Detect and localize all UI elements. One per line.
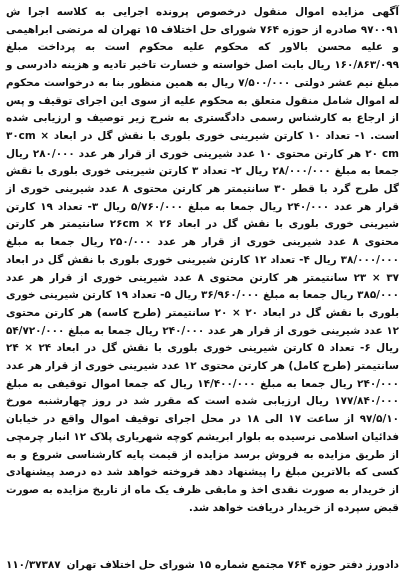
notice-body-text: آگهی مزایده اموال منقول درخصوص پرونده اجرایی به کلاسه اجرا ش ۹۷۰۰۹۱ صادره از حوزه ۷۶۴ شورای حل اختلاف ۱۵ تهران له مرتضی ابراهیمی و علیه محسن بالاور که محکوم علیه محکوم است به پرداخت مبلغ ۱۶۰/۸۶۳/۰۹۹ ریال بابت اصل خواسته و خسارت تاخیر تادیه و هزینه دادرسی و مبلغ نیم عشر دولتی ۷/۵۰۰/۰۰۰ ریال به همین منظور بنا به درخواست محکوم له اموال شامل منقول متعلق به محکوم علیه از سوی این اجرای توقیف و پس از ارجاع به کارشناس رسمی دادگستری به شرح زیر توصیف و ارزیابی شده است. ۱- تعداد ۱۰ کارتن شیرینی خوری بلوری با نقش گل در ابعاد ۳۰cm × ۲۰ cm هر کارتن محتوی ۱۰ عدد شیرینی خوری از قرار هر عدد ۲۸۰/۰۰۰ ریال جمعا به مبلغ ۲۸/۰۰۰/۰۰۰ ریال ۲- تعداد ۳ کارتن شیرینی خوری بلوری با نقش گل طرح گرد با قطر ۳۰ سانتیمتر هر کارتن محتوی ۸ عدد شیرینی خوری از قرار هر عدد ۲۴۰/۰۰۰ ریال جمعا به مبلغ ۵/۷۶۰/۰۰۰ ریال ۳- تعداد ۱۹ کارتن شیرینی خوری بلوری با نقش گل در ابعاد ۲۶cm × ۲۶ سانتیمتر هر کارتن محتوی ۸ عدد شیرینی خوری از قرار هر عدد ۲۵۰/۰۰۰ ریال جمعا به مبلغ ۳۸/۰۰۰/۰۰۰ ریال ۴- تعداد ۱۲ کارتن شیرینی خوری بلوری با نقش گل در ابعاد ۳۷ × ۲۳ سانتیمتر هر کارتن محتوی ۸ عدد شیرینی خوری از قرار هر عدد ۳۸۵/۰۰۰ ریال جمعا به مبلغ ۳۶/۹۶۰/۰۰۰ ریال ۵- تعداد ۱۹ کارتن شیرینی خوری بلوری با نقش گل در ابعاد ۲۰ × ۲۰ سانتیمتر (طرح کاسه) هر کارتن محتوی ۱۲ عدد شیرینی خوری از قرار هر عدد ۲۴۰/۰۰۰ ریال جمعا به مبلغ ۵۴/۷۲۰/۰۰۰ ریال ۶- تعداد ۵ کارتن شیرینی خوری بلوری با نقش گل در ابعاد ۲۴ × ۲۴ سانتیمتر (طرح کامل) هر کارتن محتوی ۱۲ عدد شیرینی خوری از قرار هر عدد ۲۴۰/۰۰۰ ریال جمعا به مبلغ ۱۴/۴۰۰/۰۰۰ ریال که جمعا اموال توقیفی به مبلغ ۱۷۷/۸۴۰/۰۰۰ ریال ارزیابی شده است که مقرر شد در روز چهارشنبه مورخ ۹۷/۵/۱۰ از ساعت ۱۷ الی ۱۸ در محل اجرای توقیف اموال واقع در خیابان فدائیان اسلامی نرسیده به بلوار ابریشم کوچه شهریاری پلاک ۱۲ انبار چرمچی از طریق مزایده به فروش برسد مزایده از قیمت پایه کارشناسی شروع و به کسی که بالاترین مبلغ را پیشنهاد دهد فروخته خواهد شد ده درصد پیشنهادی از خریدار به صورت نقدی اخذ و مابقی ظرف یک ماه از تاریخ مزایده به صورت قبض سپرده از خریدار دریافت خواهد شد. [6, 6, 400, 514]
notice-footer [0, 556, 405, 574]
signature-line: دادورز دفتر حوزه ۷۶۴ مجتمع شماره ۱۵ شورای حل اختلاف تهران [66, 559, 399, 571]
reference-number: ۱۱۰/۳۷۳۸۷ [6, 559, 61, 571]
